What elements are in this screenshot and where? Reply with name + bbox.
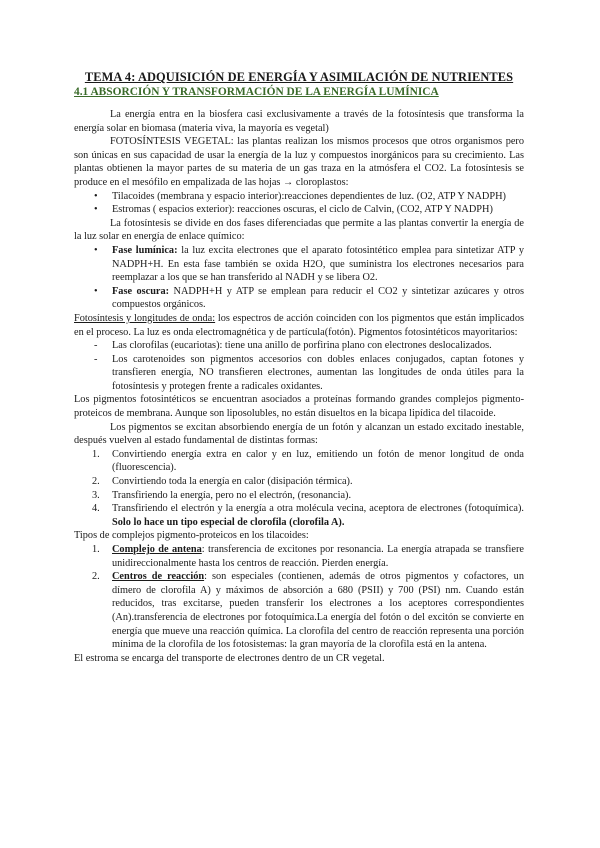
list-item: • Estromas ( espacios exterior): reacciones oscuras, el ciclo de Calvin, (CO2, ATP Y NADPH) [102,203,524,217]
intro-paragraph: La energía entra en la biosfera casi exclusivamente a través de la fotosíntesis que transforma la energía solar en biomasa (materia viva, la mayoría es vegetal) [74,109,524,134]
tipos-intro-paragraph: Tipos de complejos pigmento-proteicos en los tilacoides: [74,530,309,542]
list-item [102,285,524,312]
page-title: TEMA 4: ADQUISICIÓN DE ENERGÍA Y ASIMILACIÓN DE NUTRIENTES [84,70,514,84]
fases-intro-paragraph: La fotosíntesis se divide en dos fases diferenciadas que permite a las plantas convertir la energía de la luz solar en energía de enlace químico: [74,217,524,243]
ondas-text: los espectros de acción coinciden con los pigmentos que están implicados en el proceso. La luz es onda electromagnética y de partícula(fotón). Pigmentos fotosintéticos mayoritarios: [74,312,524,338]
fase-label: Fase oscura: [112,285,170,297]
list-item: 1. Complejo de antena: transferencia de excitones por resonancia. La energía atrapada se transfiere unidireccionalmente hasta los centros de reacción. Pierden energía. [92,544,524,569]
ondas-paragraph [74,312,524,339]
list-item: - Los carotenoides son pigmentos accesorios con dobles enlaces conjugados, captan fotones y transfieren energía, NO transfieren electrones, aumentan las longitudes de onda útiles para la fotosíntesis y protegen frente a radicales oxidantes. [102,353,524,394]
cierre-paragraph: El estroma se encarga del transporte de electrones dentro de un CR vegetal. [74,652,385,664]
section-subtitle: 4.1 ABSORCIÓN Y TRANSFORMACIÓN DE LA ENERGÍA LUMÍNICA [74,86,439,98]
list-item [102,244,524,285]
formas-list [74,448,524,530]
pigmentos-complejos-paragraph: Los pigmentos fotosintéticos se encuentran asociados a proteínas formando grandes complejos pigmento- proteicos de membrana. Aunque son liposolubles, no están disueltos en la bicapa lipídica del tilacoide. [74,394,524,420]
tipos-list [74,543,524,652]
list-item: 2. Convirtiendo toda la energía en calor (disipación térmica). [92,476,353,488]
pigmentos-list [74,339,524,393]
fotosintesis-vegetal-paragraph: FOTOSÍNTESIS VEGETAL: las plantas realizan los mismos procesos que otros organismos pero son únicas en sus capacidad de usar la energía de la luz y compuestos inorgánicos para su crecimiento. Las plantas obtienen la mayor partes de su materia de un gas traza en la atmósfera el CO2. La fotosíntesis se produce en el mesófilo en empalizada de las hojas → cloroplastos: [74,136,524,188]
list-item: • Tilacoides (membrana y espacio interior):reacciones dependientes de luz. (O2, ATP Y NADPH) [102,190,524,204]
list-item: 3. Transfiriendo la energía, pero no el electrón, (resonancia). [92,489,352,501]
list-item: 2. Centros de reacción: son especiales (contienen, además de otros pigmentos y cofactores, un dímero de clorofila A) y máximos de absorción a 680 (PSII) y 700 (PSI) nm. Cuando están reducidos, tras excitarse, pueden transferir los electrones a los aceptores correspondientes (An).transferencia de electrones por fotoquímica.La energía del fotón o del excitón se convierte en energía que mueve una reacción química. La clorofila del centro de reacción representa una porción mínima de la clorofila de los fotosistemas: la gran mayoría de la clorofila está en la antena. [92,571,524,651]
clorofila-a-note: Solo lo hace un tipo especial de clorofila (clorofila A). [112,516,345,528]
excitacion-paragraph: Los pigmentos se excitan absorbiendo energía de un fotón y alcanzan un estado excitado inestable, después vuelven al estado fundamental de distintas formas: [74,421,524,447]
fases-list [74,244,524,312]
tipo-label: Complejo de antena [112,544,202,555]
tipo-label: Centros de reacción [112,571,205,583]
cloroplasto-list [74,190,524,217]
fase-text: la luz excita electrones que el aparato fotosintético emplea para sintetizar ATP y NADPH+H. En esta fase también se oxida H2O, que suministra los electrones necesarios para reemplazar a los que se han transferido al NADH y se libera O2. [112,244,524,284]
list-item: - Las clorofilas (eucariotas): tiene una anillo de porfirina plano con electrones deslocalizados. [102,339,524,353]
list-item: 4. Transfiriendo el electrón y la energía a otra molécula vecina, aceptora de electrones (fotoquímica). Solo lo hace un tipo especial de clorofila (clorofila A). [92,503,524,528]
fase-label: Fase lumínica: [112,244,178,256]
list-item: 1. Convirtiendo energía extra en calor y en luz, emitiendo un fotón de menor longitud de onda (fluorescencia). [92,448,524,474]
ondas-label: Fotosíntesis y longitudes de onda: [74,312,216,324]
fase-text: NADPH+H y ATP se emplean para reducir el CO2 y sintetizar azúcares y otros compuestos orgánicos. [112,285,524,311]
